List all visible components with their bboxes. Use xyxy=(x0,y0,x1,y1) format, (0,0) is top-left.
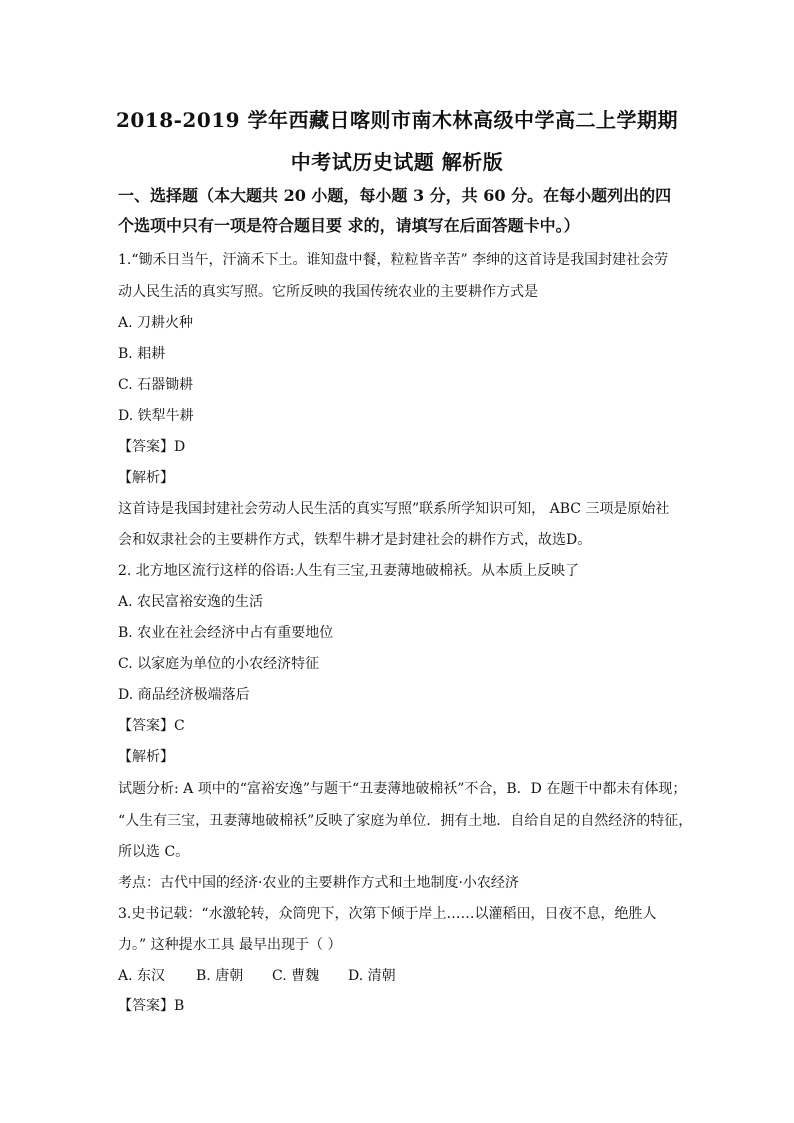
question-3-option-d: D. 清朝 xyxy=(348,968,396,984)
section-heading-line1: 一、选择题（本大题共 20 小题，每小题 3 分，共 60 分。在每小题列出的四 xyxy=(118,186,672,205)
question-1-analysis-line1: 这首诗是我国封建社会劳动人民生活的真实写照”联系所学知识可知， ABC 三项是原始社 xyxy=(118,501,670,517)
question-2-option-d: D. 商品经济极端落后 xyxy=(118,687,250,703)
question-1-answer: 【答案】D xyxy=(118,439,186,455)
question-2-stem: 2. 北方地区流行这样的俗语:人生有三宝,丑妻薄地破棉袄。从本质上反映了 xyxy=(118,563,579,579)
question-3-option-b: B. 唐朝 xyxy=(196,968,244,984)
question-3-options xyxy=(118,966,678,986)
question-3-option-a: A. 东汉 xyxy=(118,968,166,984)
question-1-option-b: B. 耜耕 xyxy=(118,346,166,362)
question-3-stem-line2: 力。” 这种提水工具 最早出现于（ ） xyxy=(118,937,342,953)
question-2-analysis-line1: 试题分析: A 项中的“富裕安逸”与题干“丑妻薄地破棉袄”不合，B．D 在题干中都未有体现； xyxy=(118,781,687,797)
question-1-analysis-line2: 会和奴隶社会的主要耕作方式，铁犁牛耕才是封建社会的耕作方式，故选D。 xyxy=(118,532,592,548)
question-2-kaodian: 考点：古代中国的经济·农业的主要耕作方式和土地制度·小农经济 xyxy=(118,875,519,891)
question-2-option-c: C. 以家庭为单位的小农经济特征 xyxy=(118,656,320,672)
document-title-line1: 2018-2019 学年西藏日喀则市南木林高级中学高二上学期期 xyxy=(115,108,679,132)
question-2-option-b: B. 农业在社会经济中占有重要地位 xyxy=(118,625,334,641)
question-2-answer: 【答案】C xyxy=(118,718,185,734)
question-2-analysis-label: 【解析】 xyxy=(118,749,174,765)
question-2-analysis-line2: “人生有三宝，丑妻薄地破棉袄”反映了家庭为单位．拥有土地．自给自足的自然经济的特征， xyxy=(118,813,693,829)
question-2-analysis-line3: 所以选 C。 xyxy=(118,844,190,860)
question-1-option-d: D. 铁犁牛耕 xyxy=(118,408,194,424)
question-3-option-c: C. 曹魏 xyxy=(272,968,320,984)
question-3-answer: 【答案】B xyxy=(118,998,185,1014)
question-2-option-a: A. 农民富裕安逸的生活 xyxy=(118,594,264,610)
question-1-stem-line1: 1.“锄禾日当午，汗滴禾下土。谁知盘中餐，粒粒皆辛苦” 李绅的这首诗是我国封建社会劳 xyxy=(118,252,669,268)
document-title-line2: 中考试历史试题 解析版 xyxy=(290,150,504,174)
question-1-stem-line2: 动人民生活的真实写照。它所反映的我国传统农业的主要耕作方式是 xyxy=(118,284,538,300)
section-heading-line2: 个选项中只有一项是符合题目要 求的，请填写在后面答题卡中。） xyxy=(118,216,580,235)
question-1-option-a: A. 刀耕火种 xyxy=(118,315,194,331)
question-1-analysis-label: 【解析】 xyxy=(118,470,174,486)
question-1-option-c: C. 石器锄耕 xyxy=(118,377,194,393)
question-3-stem-line1: 3.史书记载：“水激轮转，众筒兜下，次第下倾于岸上……以灌稻田，日夜不息，绝胜人 xyxy=(118,906,657,922)
